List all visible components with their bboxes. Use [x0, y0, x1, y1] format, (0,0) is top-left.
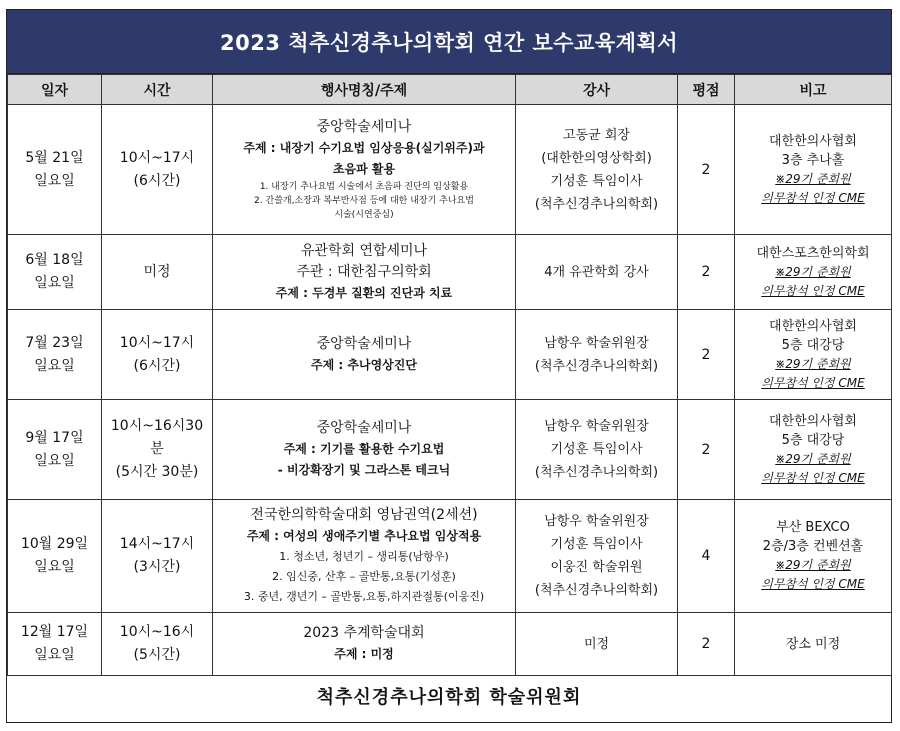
points-cell: 2 [678, 613, 735, 676]
time-cell: 미정 [102, 235, 213, 310]
points-cell: 2 [678, 310, 735, 400]
header-lecturer: 강사 [516, 75, 678, 105]
date-cell: 12월 17일 일요일 [8, 613, 102, 676]
table-row [8, 235, 892, 310]
date-cell: 6월 18일 일요일 [8, 235, 102, 310]
header-note: 비고 [735, 75, 892, 105]
table-row [8, 105, 892, 235]
table-row [8, 500, 892, 613]
document-frame [6, 9, 892, 723]
note-cell: 부산 BEXCO 2층/3층 컨벤션홀 ※29기 준회원 의무참석 인정 CME [735, 500, 892, 613]
date-cell: 7월 23일 일요일 [8, 310, 102, 400]
note-cell: 대한한의사협회 5층 대강당 ※29기 준회원 의무참석 인정 CME [735, 310, 892, 400]
event-cell: 전국한의학학술대회 영남권역(2세션) 주제 : 여성의 생애주기별 추나요법 임상적용 1. 청소년, 청년기 – 생리통(남항우) 2. 임신중, 산후 – 골반통,요통(기성훈) 3. 중년, 갱년기 – 골반통,요통,하지관절통(이웅진) [213, 500, 516, 613]
event-cell: 2023 추계학술대회 주제 : 미정 [213, 613, 516, 676]
header-date: 일자 [8, 75, 102, 105]
time-cell: 10시~17시 (6시간) [102, 105, 213, 235]
table-row [8, 400, 892, 500]
table-row [8, 613, 892, 676]
header-event: 행사명칭/주제 [213, 75, 516, 105]
points-cell: 2 [678, 400, 735, 500]
header-points: 평점 [678, 75, 735, 105]
event-cell: 중앙학술세미나 주제 : 내장기 수기요법 임상응용(실기위주)과 초음파 활용 1. 내장기 추나요법 시술에서 초음파 진단의 임상활용 2. 간쓸개,소장과 복부반사점 등에 대한 내장기 추나요법 시술(시연중심) [213, 105, 516, 235]
points-cell: 4 [678, 500, 735, 613]
note-cell: 대한스포츠한의학회 ※29기 준회원 의무참석 인정 CME [735, 235, 892, 310]
note-cell: 대한한의사협회 5층 대강당 ※29기 준회원 의무참석 인정 CME [735, 400, 892, 500]
lecturer-cell: 미정 [516, 613, 678, 676]
schedule-table [7, 74, 892, 676]
lecturer-cell: 4개 유관학회 강사 [516, 235, 678, 310]
event-cell: 중앙학술세미나 주제 : 추나영상진단 [213, 310, 516, 400]
points-cell: 2 [678, 105, 735, 235]
event-cell: 중앙학술세미나 주제 : 기기를 활용한 수기요법 - 비강확장기 및 그라스톤 테크닉 [213, 400, 516, 500]
time-cell: 10시~16시30분 (5시간 30분) [102, 400, 213, 500]
lecturer-cell: 남항우 학술위원장 (척추신경추나의학회) [516, 310, 678, 400]
event-cell: 유관학회 연합세미나 주관 : 대한침구의학회 주제 : 두경부 질환의 진단과 치료 [213, 235, 516, 310]
time-cell: 14시~17시 (3시간) [102, 500, 213, 613]
lecturer-cell: 고동균 회장 (대한한의영상학회) 기성훈 특임이사 (척추신경추나의학회) [516, 105, 678, 235]
document-footer: 척추신경추나의학회 학술위원회 [316, 687, 582, 708]
table-row [8, 310, 892, 400]
lecturer-cell: 남항우 학술위원장 기성훈 특임이사 이웅진 학술위원 (척추신경추나의학회) [516, 500, 678, 613]
time-cell: 10시~16시 (5시간) [102, 613, 213, 676]
date-cell: 10월 29일 일요일 [8, 500, 102, 613]
time-cell: 10시~17시 (6시간) [102, 310, 213, 400]
document-title: 2023 척추신경추나의학회 연간 보수교육계획서 [7, 10, 891, 74]
table-header-row [8, 75, 892, 105]
date-cell: 5월 21일 일요일 [8, 105, 102, 235]
header-time: 시간 [102, 75, 213, 105]
date-cell: 9월 17일 일요일 [8, 400, 102, 500]
points-cell: 2 [678, 235, 735, 310]
lecturer-cell: 남항우 학술위원장 기성훈 특임이사 (척추신경추나의학회) [516, 400, 678, 500]
note-cell: 대한한의사협회 3층 추나홀 ※29기 준회원 의무참석 인정 CME [735, 105, 892, 235]
note-cell: 장소 미정 [735, 613, 892, 676]
